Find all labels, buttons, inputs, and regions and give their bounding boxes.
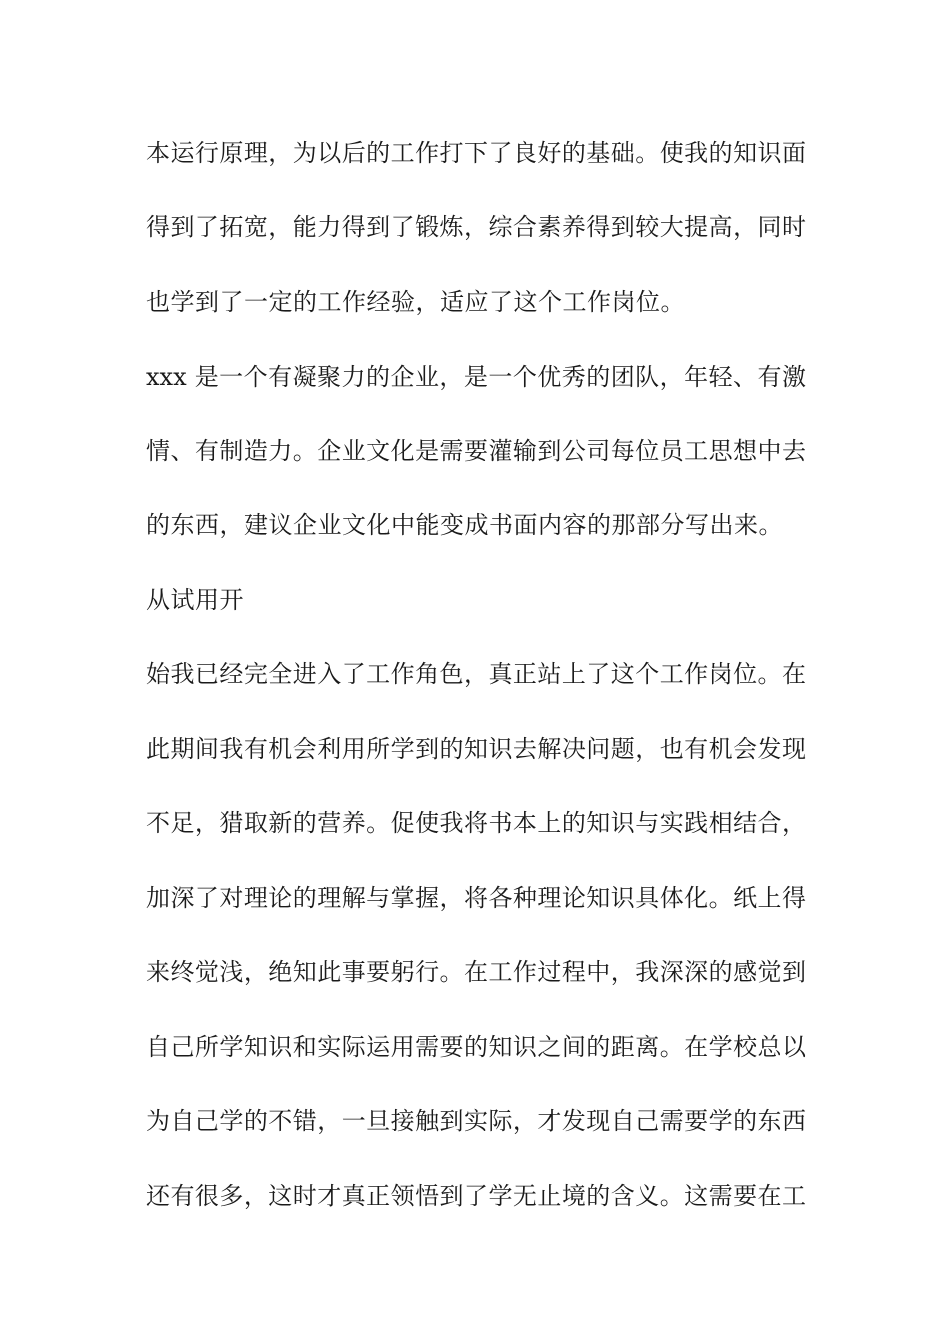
- text-line: 得到了拓宽，能力得到了锻炼，综合素养得到较大提高，同时: [146, 213, 806, 241]
- text-line: 也学到了一定的工作经验，适应了这个工作岗位。: [146, 288, 685, 316]
- text-line: 情、有制造力。企业文化是需要灌输到公司每位员工思想中去: [146, 437, 806, 465]
- text-line: 始我已经完全进入了工作角色，真正站上了这个工作岗位。在: [146, 660, 806, 688]
- text-line: 此期间我有机会利用所学到的知识去解决问题，也有机会发现: [146, 735, 806, 763]
- text-line: 本运行原理，为以后的工作打下了良好的基础。使我的知识面: [146, 139, 806, 167]
- text-line: 不足，猎取新的营养。促使我将书本上的知识与实践相结合，: [146, 809, 806, 837]
- text-line: 为自己学的不错，一旦接触到实际，才发现自己需要学的东西: [146, 1107, 806, 1135]
- text-line: 来终觉浅，绝知此事要躬行。在工作过程中，我深深的感觉到: [146, 958, 806, 986]
- text-line: 还有很多，这时才真正领悟到了学无止境的含义。这需要在工: [146, 1182, 806, 1210]
- text-line: 自己所学知识和实际运用需要的知识之间的距离。在学校总以: [146, 1033, 806, 1061]
- text-line: 从试用开: [146, 586, 244, 614]
- text-line: 的东西，建议企业文化中能变成书面内容的那部分写出来。: [146, 511, 783, 539]
- text-line: 加深了对理论的理解与掌握，将各种理论知识具体化。纸上得: [146, 884, 806, 912]
- text-line: xxx 是一个有凝聚力的企业，是一个优秀的团队，年轻、有激: [146, 363, 806, 391]
